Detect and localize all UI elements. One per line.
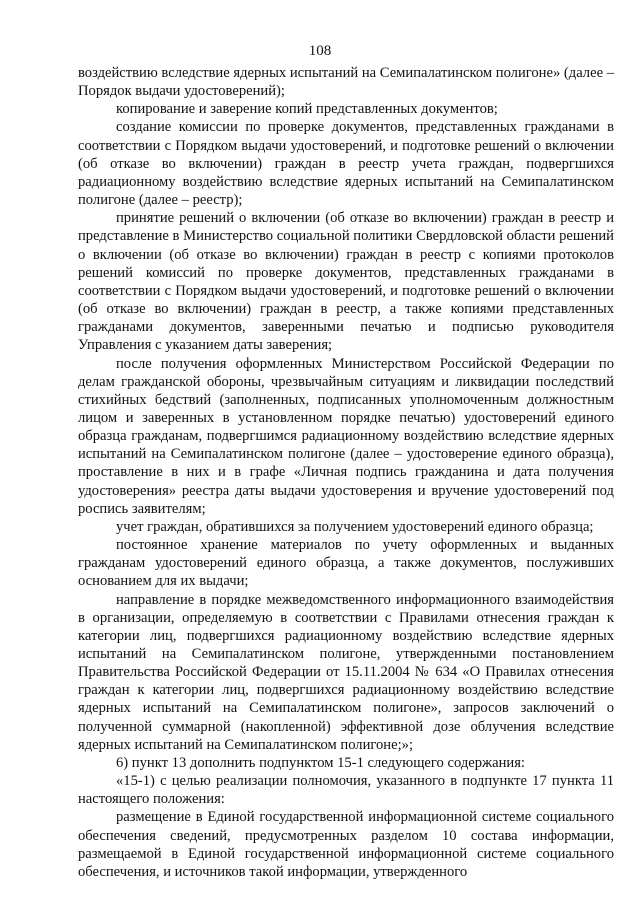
paragraph-information-placement: размещение в Единой государственной информационной системе социального обеспечения сведений, предусмотренных разделом 10 состава информации, размещаемой в Единой государственной информационной системе социального обеспечения, и источников такой информации, утвержденного — [78, 809, 614, 880]
paragraph-registry-decisions: принятие решений о включении (об отказе во включении) граждан в реестр и представление в Министерство социальной политики Свердловской области решений о включении (об отказе во включении) граждан в реестр с копиями протоколов решений комиссий по проверке документов, представленных гражданами в соответствии с Порядком выдачи удостоверений, и подготовке решений о включении (об отказе во включении) граждан в реестр, а также копиями представленных гражданами документов, заверенными печатью и подписью руководителя Управления с указанием даты заверения; — [78, 210, 614, 354]
page-number: 108 — [308, 43, 332, 59]
paragraph-amendment-item-6: 6) пункт 13 дополнить подпунктом 15-1 следующего содержания: — [116, 754, 525, 771]
paragraph-permanent-storage: постоянное хранение материалов по учету оформленных и выданных гражданам удостоверений единого образца, а также документов, послуживших основанием для их выдачи; — [78, 537, 614, 590]
paragraph-copying-documents: копирование и заверение копий представленных документов; — [116, 101, 498, 118]
paragraph-subitem-15-1: «15-1) с целью реализации полномочия, указанного в подпункте 17 пункта 11 настоящего положения: — [78, 773, 614, 808]
paragraph-commission-creation: создание комиссии по проверке документов, представленных гражданами в соответствии с Порядком выдачи удостоверений, и подготовке решений о включении (об отказе во включении) граждан в реестр учета граждан, подвергшихся радиационному воздействию вследствие ядерных испытаний на Семипалатинском полигоне (далее – реестр); — [78, 119, 614, 209]
paragraph-interagency-requests: направление в порядке межведомственного информационного взаимодействия в организации, определяемую в соответствии с Правилами отнесения граждан к категории лиц, подвергшихся радиационному воздействию вследствие ядерных испытаний на Семипалатинском полигоне, утвержденными постановлением Правительства Российской Федерации от 15.11.2004 № 634 «О Правилах отнесения граждан к категории лиц, подвергшихся радиационному воздействию вследствие ядерных испытаний на Семипалатинском полигоне», запросов заключений о полученной суммарной (накопленной) эффективной дозе облучения вследствие ядерных испытаний на Семипалатинском полигоне;»; — [78, 591, 614, 753]
paragraph-issuance-procedure-continuation: воздействию вследствие ядерных испытаний на Семипалатинском полигоне» (далее – Порядок выдачи удостоверений); — [78, 65, 614, 100]
document-body — [78, 64, 614, 881]
paragraph-citizen-accounting: учет граждан, обратившихся за получением удостоверений единого образца; — [116, 518, 594, 535]
paragraph-certificate-issuance: после получения оформленных Министерством Российской Федерации по делам гражданской обороны, чрезвычайным ситуациям и ликвидации последствий стихийных бедствий (заполненных, подписанных уполномоченным должностным лицом и заверенных в установленном порядке печатью) удостоверений единого образца гражданам, подвергшимся радиационному воздействию вследствие ядерных испытаний на Семипалатинском полигоне (далее – удостоверение единого образца), проставление в них и в графе «Личная подпись гражданина и дата получения удостоверения» реестра даты выдачи удостоверения и вручение удостоверений под роспись заявителям; — [78, 355, 614, 517]
